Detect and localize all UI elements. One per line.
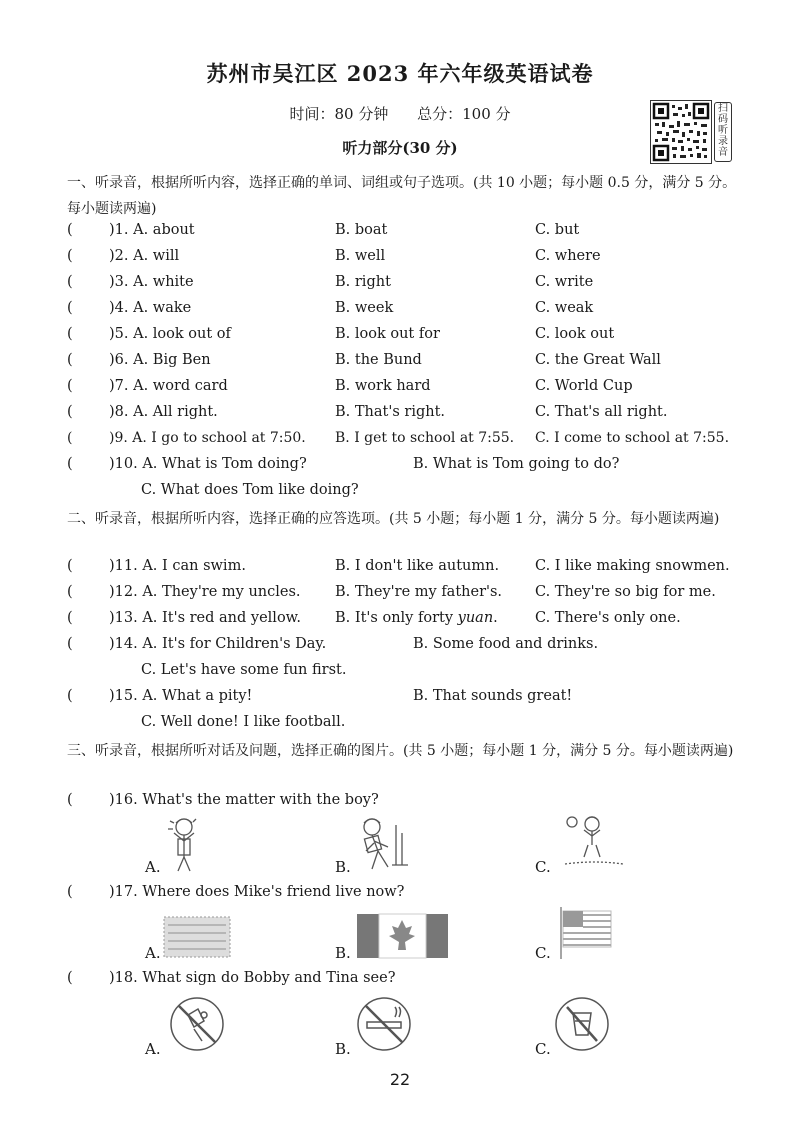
exam-total: 总分：100 分 <box>417 105 511 123</box>
option-c: C. That's all right. <box>535 404 668 420</box>
option-c: C. There's only one. <box>535 610 681 626</box>
section3-instruction: 三、听录音，根据所听对话及问题，选择正确的图片。(共 5 小题；每小题 1 分，满分 5 分。每小题读两遍) <box>67 743 734 759</box>
picture-label-b: B. <box>335 858 351 876</box>
question-15-line2 <box>67 714 747 738</box>
answer-blank[interactable]: ( <box>67 456 73 472</box>
answer-blank[interactable]: ( <box>67 248 73 264</box>
answer-blank[interactable]: ( <box>67 792 73 808</box>
question-14-line2 <box>67 662 747 686</box>
option-a: )8. A. All right. <box>109 404 218 420</box>
answer-blank[interactable]: ( <box>67 274 73 290</box>
answer-blank[interactable]: ( <box>67 884 73 900</box>
question-4 <box>67 300 747 324</box>
answer-blank[interactable]: ( <box>67 636 73 652</box>
question-8 <box>67 404 747 428</box>
question-13 <box>67 610 747 634</box>
answer-blank[interactable]: ( <box>67 430 73 446</box>
no-littering-sign-picture[interactable] <box>168 995 226 1057</box>
option-a: )4. A. wake <box>109 300 192 316</box>
option-b: B. right <box>335 274 391 290</box>
page-number: 22 <box>389 1070 411 1089</box>
answer-blank[interactable]: ( <box>67 970 73 986</box>
question-text: )18. What sign do Bobby and Tina see? <box>109 970 396 986</box>
no-drinking-sign-picture[interactable] <box>553 995 611 1057</box>
question-10 <box>67 456 747 480</box>
option-a: )13. A. It's red and yellow. <box>109 610 301 626</box>
question-2 <box>67 248 747 272</box>
option-a: )2. A. will <box>109 248 180 264</box>
boy-stomachache-picture[interactable] <box>352 815 412 879</box>
question-10-line2 <box>67 482 747 506</box>
question-11 <box>67 558 747 582</box>
question-text: )17. Where does Mike's friend live now? <box>109 884 405 900</box>
answer-blank[interactable]: ( <box>67 300 73 316</box>
answer-blank[interactable]: ( <box>67 326 73 342</box>
canada-flag-picture[interactable] <box>355 912 450 964</box>
option-b: B. boat <box>335 222 388 238</box>
question-17 <box>67 884 747 908</box>
picture-label-c: C. <box>535 858 551 876</box>
exam-time: 时间：80 分钟 <box>289 105 389 123</box>
question-1 <box>67 222 747 246</box>
part-heading: 听力部分(30 分) <box>342 139 458 157</box>
picture-label-a: A. <box>145 944 161 962</box>
question-6 <box>67 352 747 376</box>
qr-caption: 扫码听录音 <box>714 102 732 162</box>
option-b: B. well <box>335 248 386 264</box>
question-text: )16. What's the matter with the boy? <box>109 792 379 808</box>
option-b: B. That's right. <box>335 404 446 420</box>
option-c: C. but <box>535 222 580 238</box>
option-c: C. They're so big for me. <box>535 584 716 600</box>
option-a: )15. A. What a pity! <box>109 688 253 704</box>
country-flag-a-picture[interactable] <box>162 915 232 963</box>
option-b: B. work hard <box>335 378 431 394</box>
option-c: C. World Cup <box>535 378 633 394</box>
question-16 <box>67 792 747 816</box>
question-12 <box>67 584 747 608</box>
option-a: )9. A. I go to school at 7:50. <box>109 430 306 446</box>
option-b: B. I don't like autumn. <box>335 558 500 574</box>
boy-lying-picture[interactable] <box>560 812 625 878</box>
picture-label-c: C. <box>535 1040 551 1058</box>
option-b: B. It's only forty yuan. <box>335 610 498 626</box>
option-c: C. I come to school at 7:55. <box>535 430 730 446</box>
option-c: C. the Great Wall <box>535 352 661 368</box>
no-smoking-sign-picture[interactable] <box>355 995 413 1057</box>
option-c: C. write <box>535 274 594 290</box>
option-a: )1. A. about <box>109 222 195 238</box>
answer-blank[interactable]: ( <box>67 610 73 626</box>
option-b: B. That sounds great! <box>413 688 573 704</box>
option-c: C. look out <box>535 326 615 342</box>
option-c: C. What does Tom like doing? <box>141 482 359 498</box>
option-c: C. Let's have some fun first. <box>141 662 347 678</box>
option-a: )7. A. word card <box>109 378 228 394</box>
section2-instruction: 二、听录音，根据所听内容，选择正确的应答选项。(共 5 小题；每小题 1 分，满分 5 分。每小题读两遍) <box>67 511 720 527</box>
option-c: C. I like making snowmen. <box>535 558 730 574</box>
answer-blank[interactable]: ( <box>67 584 73 600</box>
option-b: B. look out for <box>335 326 440 342</box>
option-b: B. I get to school at 7:55. <box>335 430 515 446</box>
option-a: )3. A. white <box>109 274 194 290</box>
boy-headache-picture[interactable] <box>160 815 210 879</box>
question-14 <box>67 636 747 660</box>
option-b: B. They're my father's. <box>335 584 503 600</box>
option-a: )6. A. Big Ben <box>109 352 211 368</box>
question-15 <box>67 688 747 712</box>
answer-blank[interactable]: ( <box>67 378 73 394</box>
option-a: )14. A. It's for Children's Day. <box>109 636 327 652</box>
answer-blank[interactable]: ( <box>67 688 73 704</box>
picture-label-b: B. <box>335 944 351 962</box>
option-b: B. Some food and drinks. <box>413 636 599 652</box>
option-c: C. Well done! I like football. <box>141 714 346 730</box>
option-a: )10. A. What is Tom doing? <box>109 456 307 472</box>
question-3 <box>67 274 747 298</box>
option-b: B. What is Tom going to do? <box>413 456 620 472</box>
exam-title: 苏州市吴江区 2023 年六年级英语试卷 <box>206 61 594 86</box>
usa-flag-picture[interactable] <box>555 905 615 965</box>
option-a: )11. A. I can swim. <box>109 558 246 574</box>
picture-label-c: C. <box>535 944 551 962</box>
picture-label-a: A. <box>145 858 161 876</box>
option-c: C. weak <box>535 300 594 316</box>
option-a: )12. A. They're my uncles. <box>109 584 301 600</box>
option-b: B. week <box>335 300 394 316</box>
question-7 <box>67 378 747 402</box>
question-9 <box>67 430 747 454</box>
answer-blank[interactable]: ( <box>67 352 73 368</box>
option-c: C. where <box>535 248 601 264</box>
answer-blank[interactable]: ( <box>67 404 73 420</box>
question-18 <box>67 970 747 994</box>
answer-blank[interactable]: ( <box>67 222 73 238</box>
section1-instruction: 一、听录音，根据所听内容，选择正确的单词、词组或句子选项。(共 10 小题；每小题 0.5 分，满分 5 分。每小题读两遍) <box>67 175 737 217</box>
answer-blank[interactable]: ( <box>67 558 73 574</box>
qr-code-icon[interactable] <box>650 100 712 164</box>
option-b: B. the Bund <box>335 352 422 368</box>
question-5 <box>67 326 747 350</box>
option-a: )5. A. look out of <box>109 326 231 342</box>
picture-label-a: A. <box>145 1040 161 1058</box>
picture-label-b: B. <box>335 1040 351 1058</box>
